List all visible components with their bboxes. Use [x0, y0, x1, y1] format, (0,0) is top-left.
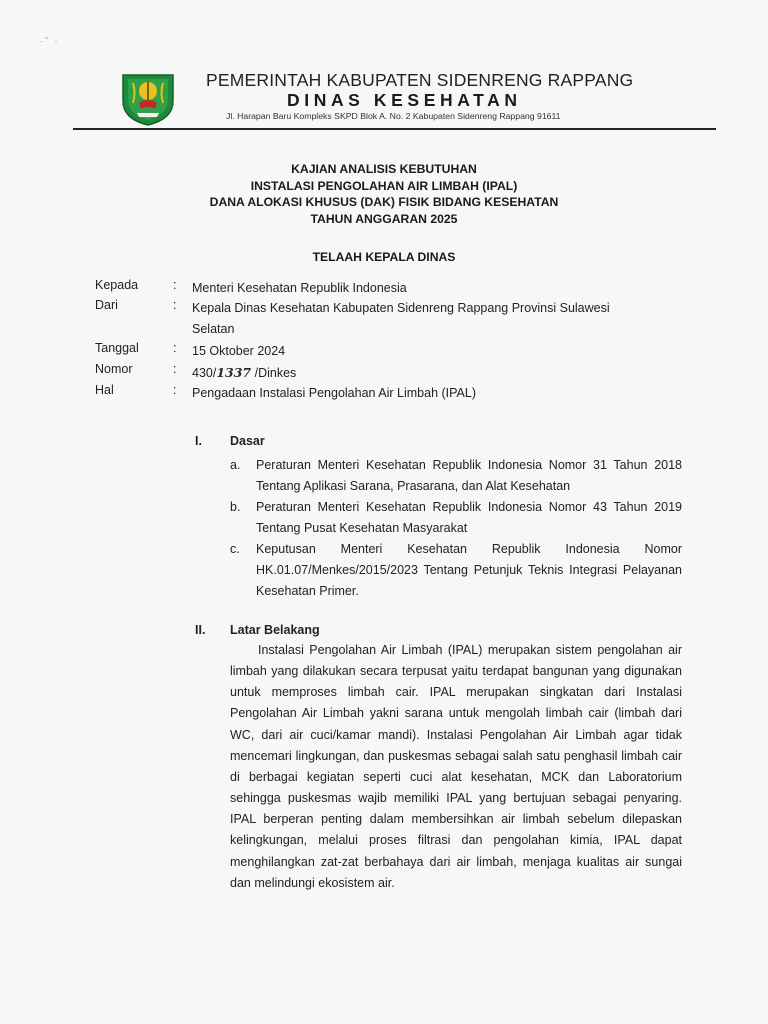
- field-label: Nomor: [95, 362, 133, 376]
- list-marker: c.: [230, 542, 240, 556]
- agency-address: Jl. Harapan Baru Kompleks SKPD Blok A. No. 2 Kabupaten Sidenreng Rappang 91611: [226, 111, 561, 121]
- field-colon: :: [173, 341, 177, 355]
- list-item-text: Peraturan Menteri Kesehatan Republik Indonesia Nomor 43 Tahun 2019 Tentang Pusat Kesehatan Masyarakat: [256, 500, 682, 535]
- field-value: Kepala Dinas Kesehatan Kabupaten Sidenreng Rappang Provinsi Sulawesi Selatan: [192, 301, 610, 336]
- agency-name: DINAS KESEHATAN: [287, 90, 522, 110]
- scan-speck: ·˘ ·: [40, 36, 60, 46]
- document-subtitle: TELAAH KEPALA DINAS: [312, 250, 456, 264]
- field-colon: :: [173, 298, 177, 312]
- section-number: II.: [195, 623, 206, 637]
- regency-crest-icon: [119, 69, 177, 127]
- field-label: Kepada: [95, 278, 139, 292]
- list-marker: b.: [230, 500, 241, 514]
- list-item-text: Keputusan Menteri Kesehatan Republik Indonesia Nomor HK.01.07/Menkes/2015/2023 Tentang Petunjuk Teknis Integrasi Pelayanan Kesehatan Primer.: [256, 542, 682, 598]
- field-value: Menteri Kesehatan Republik Indonesia: [192, 281, 407, 295]
- section-title-dasar: Dasar: [230, 434, 265, 448]
- section-title-latar-belakang: Latar Belakang: [230, 623, 320, 637]
- government-name: PEMERINTAH KABUPATEN SIDENRENG RAPPANG: [206, 70, 634, 90]
- nomor-suffix: /Dinkes: [251, 366, 297, 380]
- list-marker: a.: [230, 458, 241, 472]
- title-line: DANA ALOKASI KHUSUS (DAK) FISIK BIDANG KESEHATAN: [209, 195, 559, 209]
- title-line: INSTALASI PENGOLAHAN AIR LIMBAH (IPAL): [250, 178, 518, 193]
- nomor-prefix: 430/: [192, 366, 217, 380]
- field-label: Tanggal: [95, 341, 139, 355]
- latar-belakang-paragraph: Instalasi Pengolahan Air Limbah (IPAL) merupakan sistem pengolahan air limbah yang dilakukan secara terpusat yaitu terdapat bangunan yang digunakan untuk memproses limbah cair. IPAL merupakan singkatan dari Instalasi Pengolahan Air Limbah yakni sarana untuk mengolah limbah cair (limbah dari WC, dari air cuci/kamar mandi). Instalasi Pengolahan Air Limbah agar tidak mencemari lingkungan, dan puskesmas sebagai salah satu penghasil limbah cair di berbagai kegiatan seperti cuci alat kesehatan, MCK dan Laboratorium sehingga puskesmas wajib memiliki IPAL yang bertujuan sebagai penyaring. IPAL berperan penting dalam membersihkan air limbah sebelum dilepaskan kelingkungan, melalui proses filtrasi dan pengolahan kimia, IPAL dapat menghilangkan zat-zat berbahaya dari air limbah, menjaga kualitas air sungai dan melindungi ekosistem air.: [230, 643, 682, 890]
- field-colon: :: [173, 362, 177, 376]
- field-label: Hal: [95, 383, 114, 397]
- list-item-text: Peraturan Menteri Kesehatan Republik Indonesia Nomor 31 Tahun 2018 Tentang Aplikasi Sarana, Prasarana, dan Alat Kesehatan: [256, 458, 682, 493]
- title-line: TAHUN ANGGARAN 2025: [310, 211, 458, 226]
- field-colon: :: [173, 383, 177, 397]
- field-value: [192, 362, 692, 384]
- field-label: Dari: [95, 298, 118, 312]
- field-value: 15 Oktober 2024: [192, 344, 286, 358]
- field-value: Pengadaan Instalasi Pengolahan Air Limbah (IPAL): [192, 386, 476, 400]
- document-title: [0, 161, 768, 227]
- handwritten-number: 1337: [216, 365, 252, 380]
- field-colon: :: [173, 278, 177, 292]
- title-line: KAJIAN ANALISIS KEBUTUHAN: [291, 162, 477, 176]
- letterhead-divider: [73, 128, 716, 130]
- section-number: I.: [195, 434, 202, 448]
